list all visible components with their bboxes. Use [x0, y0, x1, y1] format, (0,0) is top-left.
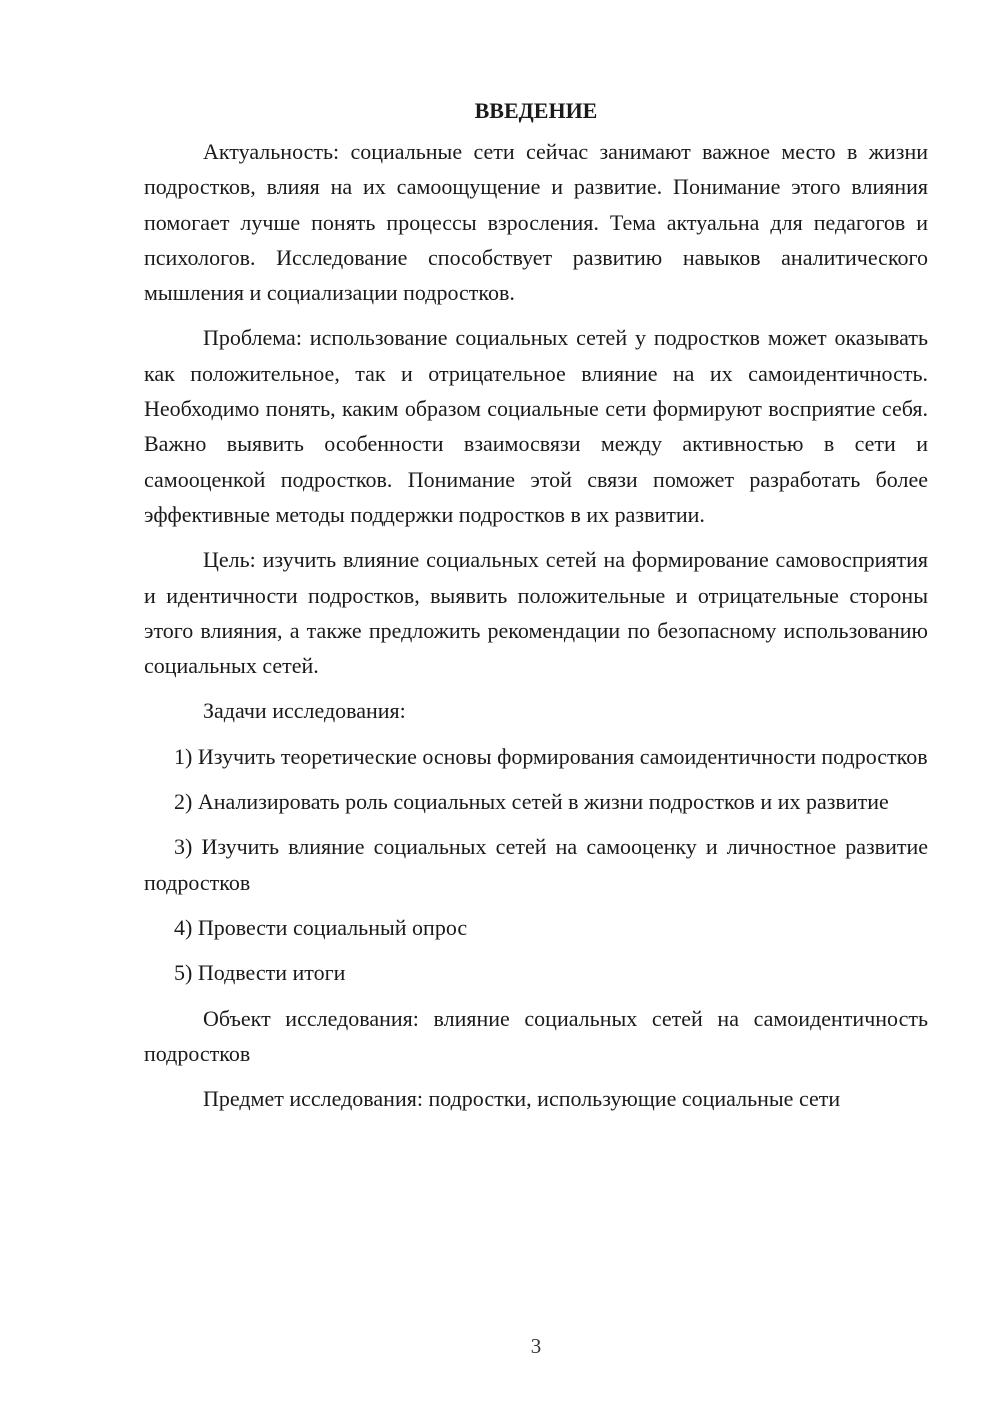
page-number: 3	[530, 1334, 542, 1358]
goal-paragraph: Цель: изучить влияние социальных сетей на формирование самовосприятия и идентичности подростков, выявить положительные и отрицательные стороны этого влияния, а также предложить рекомендации по безопасному использованию социальных сетей.	[144, 547, 928, 679]
subject-paragraph: Предмет исследования: подростки, использующие социальные сети	[203, 1086, 841, 1112]
problem-paragraph: Проблема: использование социальных сетей у подростков может оказывать как положительное, так и отрицательное влияние на их самоидентичность. Необходимо понять, каким образом социальные сети формируют восприятие себя. Важно выявить особенности взаимосвязи между активностью в сети и самооценкой подростков. Понимание этой связи поможет разработать более эффективные методы поддержки подростков в их развитии.	[144, 325, 928, 527]
task-item: 4) Провести социальный опрос	[174, 914, 468, 940]
task-item: 5) Подвести итоги	[174, 960, 346, 986]
page-body	[144, 96, 928, 1126]
task-item: 1) Изучить теоретические основы формирования самоидентичности подростков	[174, 743, 928, 769]
task-item: 2) Анализировать роль социальных сетей в жизни подростков и их развитие	[174, 789, 889, 815]
object-paragraph: Объект исследования: влияние социальных сетей на самоидентичность подростков	[144, 1005, 928, 1066]
task-item: 3) Изучить влияние социальных сетей на самооценку и личностное развитие подростков	[144, 834, 928, 895]
page-title: ВВЕДЕНИЕ	[474, 98, 598, 123]
tasks-heading: Задачи исследования:	[203, 698, 406, 724]
relevance-paragraph: Актуальность: социальные сети сейчас занимают важное место в жизни подростков, влияя на их самоощущение и развитие. Понимание этого влияния помогает лучше понять процессы взросления. Тема актуальна для педагогов и психологов. Исследование способствует развитию навыков аналитического мышления и социализации подростков.	[144, 139, 928, 306]
